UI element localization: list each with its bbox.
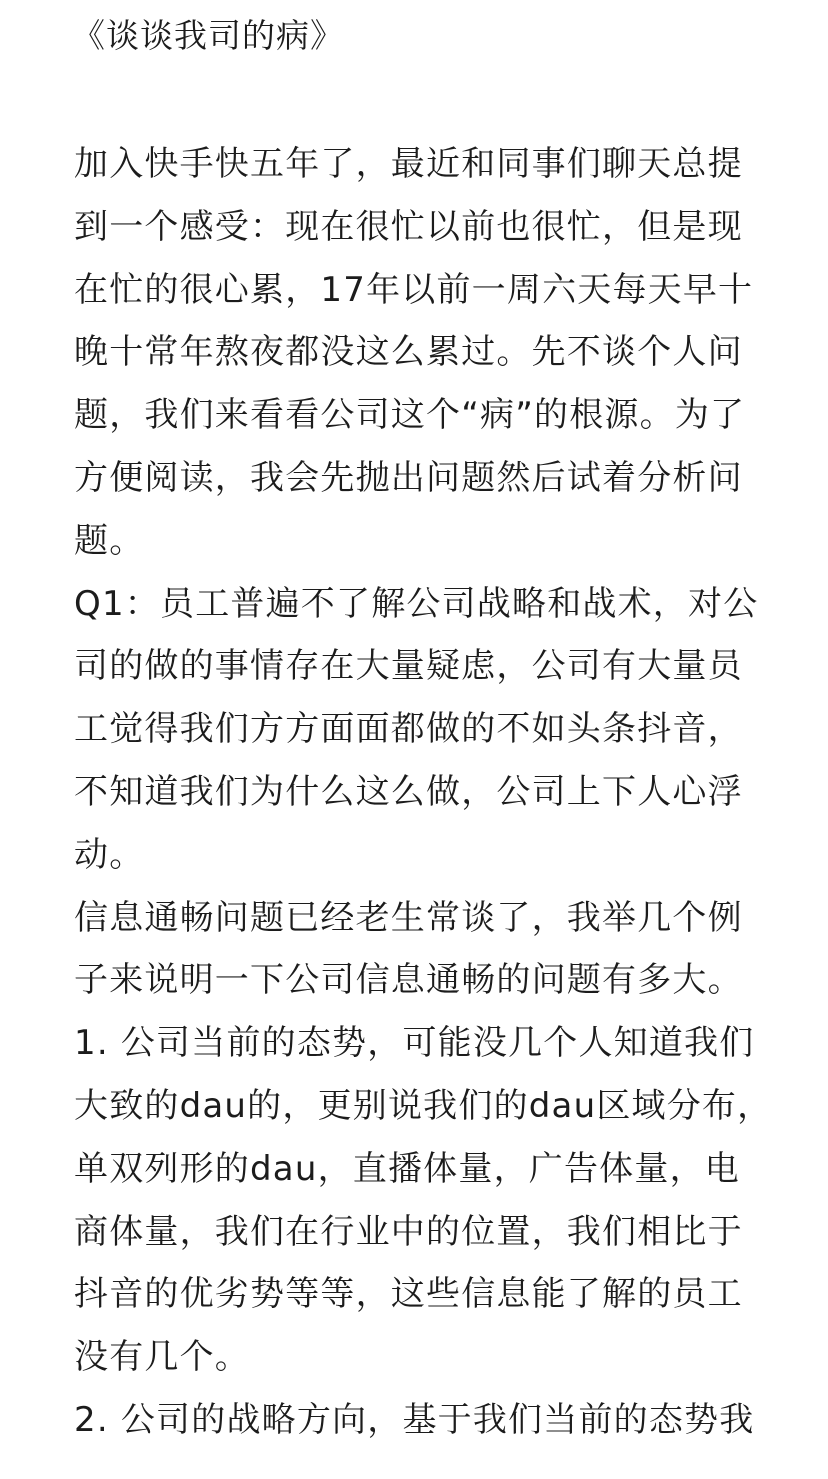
text-line: 子来说明一下公司信息通畅的问题有多大。 — [74, 960, 743, 1001]
text-line: 大致的dau的，更别说我们的dau区域分布， — [74, 1085, 773, 1126]
text-line: 工觉得我们方方面面都做的不如头条抖音， — [74, 709, 743, 750]
text-line: 加入快手快五年了，最近和同事们聊天总提 — [74, 144, 743, 184]
text-line: 晚十常年熬夜都没这么累过。先不谈个人问 — [74, 332, 743, 373]
text-line: 抖音的优劣势等等，这些信息能了解的员工 — [74, 1274, 743, 1315]
article-title: 《谈谈我司的病》 — [72, 16, 344, 55]
article-body — [74, 133, 774, 1452]
text-line: 没有几个。 — [74, 1337, 250, 1378]
text-line: 不知道我们为什么这么做，公司上下人心浮 — [74, 771, 743, 812]
text-line: 信息通畅问题已经老生常谈了，我举几个例 — [74, 897, 743, 938]
text-line: 题。 — [74, 520, 145, 561]
text-line: 在忙的很心累，17年以前一周六天每天早十 — [74, 269, 754, 310]
text-line: Q1：员工普遍不了解公司战略和战术，对公 — [74, 583, 759, 624]
text-line: 1. 公司当前的态势，可能没几个人知道我们 — [74, 1023, 755, 1064]
text-line: 2. 公司的战略方向，基于我们当前的态势我 — [74, 1399, 755, 1440]
text-line: 商体量，我们在行业中的位置，我们相比于 — [74, 1211, 743, 1252]
text-line: 题，我们来看看公司这个“病”的根源。为了 — [74, 395, 746, 436]
text-line: 动。 — [74, 834, 145, 875]
text-line: 到一个感受：现在很忙以前也很忙，但是现 — [74, 206, 743, 247]
text-line: 司的做的事情存在大量疑虑，公司有大量员 — [74, 646, 743, 687]
text-line: 单双列形的dau，直播体量，广告体量，电 — [74, 1148, 740, 1189]
text-line: 方便阅读，我会先抛出问题然后试着分析问 — [74, 457, 743, 498]
